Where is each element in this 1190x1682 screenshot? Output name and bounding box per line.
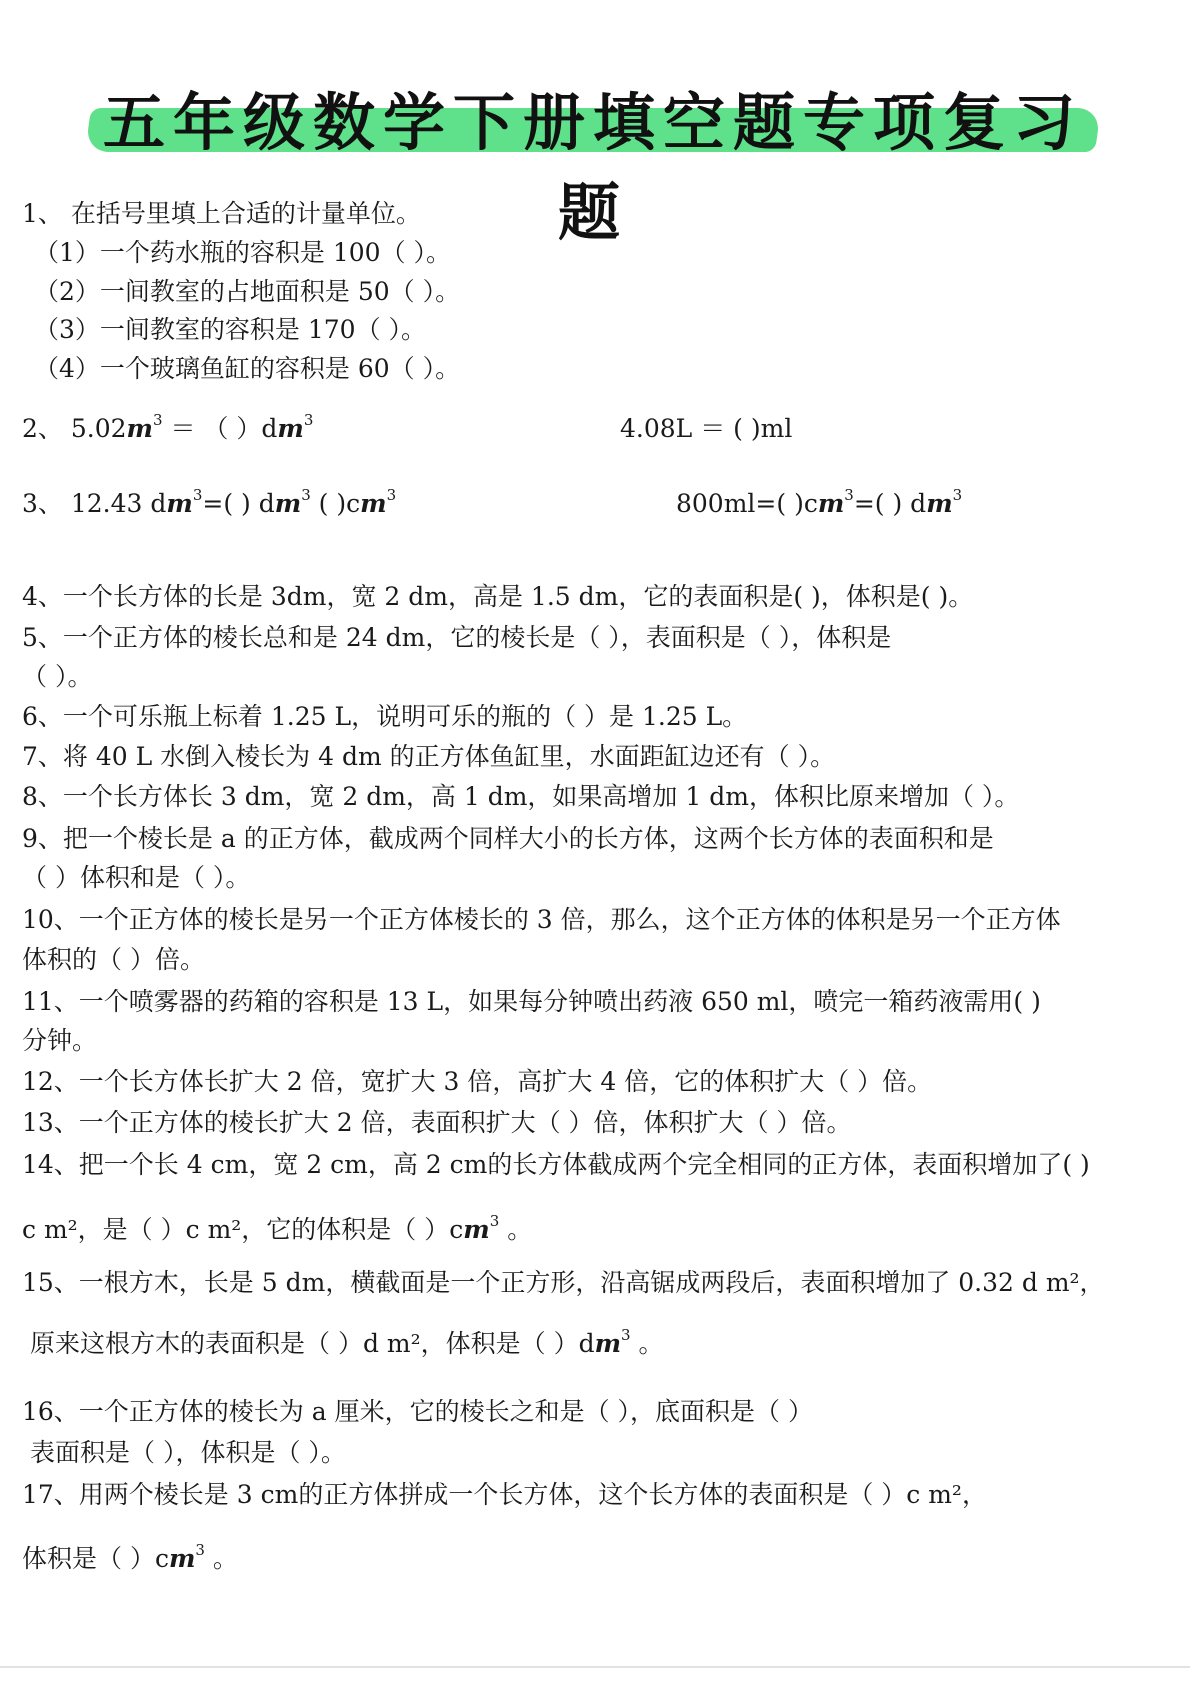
- question-2-part-a: [22, 412, 313, 446]
- question-3-part-a: [22, 487, 396, 521]
- unit-cube: 3: [621, 1326, 631, 1344]
- question-1-item-4: （4）一个玻璃鱼缸的容积是 60（ ）。: [34, 354, 461, 383]
- unit-cube: 3: [195, 1541, 205, 1559]
- unit-m: m: [166, 489, 193, 518]
- unit-cube: 3: [844, 486, 854, 504]
- q3b-text: 800ml=( )c: [676, 489, 818, 518]
- question-15-line-1: 15、一根方木，长是 5 dm，横截面是一个正方形，沿高锯成两段后，表面积增加了 0.32 d m²，: [22, 1268, 1105, 1297]
- question-17-line-2: [22, 1542, 238, 1576]
- question-1-item-2: （2）一间教室的占地面积是 50（ ）。: [34, 277, 461, 306]
- question-1-item-3: （3）一间教室的容积是 170（ ）。: [34, 315, 427, 344]
- question-8: 8、一个长方体长 3 dm，宽 2 dm，高 1 dm，如果高增加 1 dm，体积比原来增加（ ）。: [22, 782, 1020, 811]
- question-16-line-1: 16、一个正方体的棱长为 a 厘米，它的棱长之和是（ ），底面积是（ ）: [22, 1397, 814, 1426]
- unit-cube: 3: [386, 486, 397, 504]
- q3a-text-3: ( )c: [310, 489, 361, 518]
- question-15-line-2: [30, 1327, 664, 1361]
- question-10-line-1: 10、一个正方体的棱长是另一个正方体棱长的 3 倍，那么，这个正方体的体积是另一个正方体: [22, 905, 1061, 934]
- question-4: 4、一个长方体的长是 3dm，宽 2 dm，高是 1.5 dm，它的表面积是( )，体积是( )。: [22, 582, 974, 611]
- unit-m: m: [168, 1544, 196, 1573]
- q14-end: 。: [499, 1215, 533, 1244]
- unit-m: m: [817, 489, 845, 518]
- unit-cube: 3: [301, 486, 311, 504]
- q2a-text-2: ＝ （ ）d: [162, 414, 278, 443]
- q3b-text-2: =( ) d: [853, 489, 927, 518]
- q14-text: c m²，是（ ）c m²，它的体积是（ ）c: [22, 1215, 464, 1244]
- unit-cube: 3: [489, 1212, 500, 1230]
- question-2-part-b: 4.08L ＝ ( )ml: [620, 414, 793, 443]
- unit-m: m: [126, 414, 153, 443]
- q2a-text: 2、 5.02: [22, 414, 127, 443]
- question-1-item-1: （1）一个药水瓶的容积是 100（ ）。: [34, 238, 452, 267]
- q3a-text: 3、 12.43 d: [22, 489, 167, 518]
- question-11-line-2: 分钟。: [22, 1026, 98, 1055]
- unit-m: m: [277, 414, 304, 443]
- question-5-line-1: 5、一个正方体的棱长总和是 24 dm，它的棱长是（ ），表面积是（ ），体积是: [22, 623, 892, 652]
- q15-end: 。: [630, 1329, 664, 1358]
- question-13: 13、一个正方体的棱长扩大 2 倍，表面积扩大（ ）倍，体积扩大（ ）倍。: [22, 1108, 852, 1137]
- question-1-stem: 1、 在括号里填上合适的计量单位。: [22, 199, 421, 228]
- question-14-line-1: 14、把一个长 4 cm，宽 2 cm，高 2 cm的长方体截成两个完全相同的正方体，表面积增加了( ): [22, 1150, 1090, 1179]
- unit-m: m: [594, 1329, 622, 1358]
- q17-end: 。: [204, 1544, 238, 1573]
- question-7: 7、将 40 L 水倒入棱长为 4 dm 的正方体鱼缸里，水面距缸边还有（ ）。: [22, 742, 836, 771]
- question-6: 6、一个可乐瓶上标着 1.25 L，说明可乐的瓶的（ ）是 1.25 L。: [22, 702, 748, 731]
- question-11-line-1: 11、一个喷雾器的药箱的容积是 13 L，如果每分钟喷出药液 650 ml，喷完一箱药液需用( ): [22, 987, 1041, 1016]
- unit-m: m: [463, 1215, 490, 1244]
- unit-cube: 3: [192, 486, 203, 504]
- unit-cube: 3: [303, 411, 314, 429]
- unit-m: m: [360, 489, 387, 518]
- question-5-line-2: （ ）。: [22, 662, 93, 691]
- unit-m: m: [274, 489, 302, 518]
- question-3-part-b: [676, 487, 962, 521]
- question-17-line-1: 17、用两个棱长是 3 cm的正方体拼成一个长方体，这个长方体的表面积是（ ）c m²，: [22, 1480, 987, 1509]
- unit-cube: 3: [152, 411, 163, 429]
- q15-text: 原来这根方木的表面积是（ ）d m²，体积是（ ）d: [30, 1329, 595, 1358]
- question-14-line-2: [22, 1213, 532, 1247]
- unit-m: m: [926, 489, 953, 518]
- q17-text: 体积是（ ）c: [22, 1544, 169, 1573]
- page-bottom-rule: [0, 1666, 1190, 1668]
- question-10-line-2: 体积的（ ）倍。: [22, 945, 205, 974]
- q3a-text-2: =( ) d: [202, 489, 275, 518]
- unit-cube: 3: [952, 486, 963, 504]
- question-16-line-2: 表面积是（ ），体积是（ ）。: [30, 1438, 346, 1467]
- question-9-line-1: 9、把一个棱长是 a 的正方体，截成两个同样大小的长方体，这两个长方体的表面积和是: [22, 824, 994, 853]
- question-12: 12、一个长方体长扩大 2 倍，宽扩大 3 倍，高扩大 4 倍，它的体积扩大（ ）倍。: [22, 1067, 933, 1096]
- page-title: 五年级数学下册填空题专项复习题: [102, 86, 1083, 249]
- question-9-line-2: （ ）体积和是（ ）。: [22, 863, 251, 892]
